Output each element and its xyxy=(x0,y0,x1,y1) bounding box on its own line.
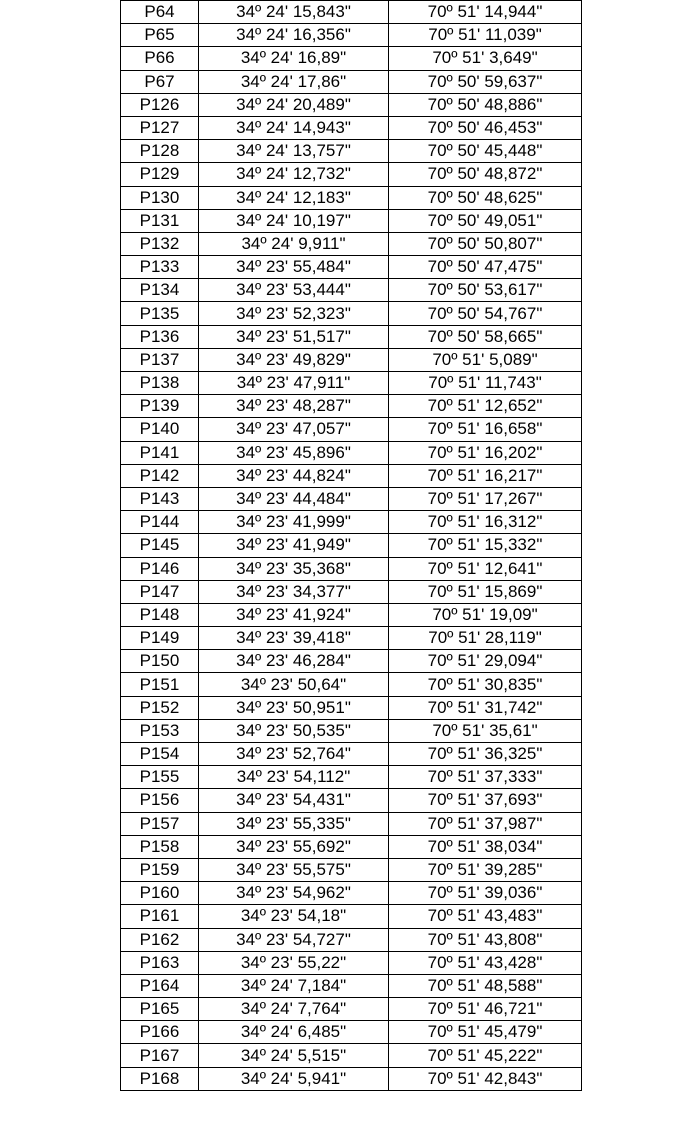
point-cell: P168 xyxy=(121,1067,199,1090)
longitude-cell: 70º 50' 58,665" xyxy=(389,325,582,348)
longitude-cell: 70º 50' 50,807" xyxy=(389,232,582,255)
longitude-cell: 70º 51' 11,039" xyxy=(389,24,582,47)
latitude-cell: 34º 23' 51,517" xyxy=(199,325,389,348)
table-row xyxy=(121,905,582,928)
point-cell: P154 xyxy=(121,743,199,766)
latitude-cell: 34º 24' 9,911" xyxy=(199,232,389,255)
point-cell: P161 xyxy=(121,905,199,928)
point-cell: P142 xyxy=(121,464,199,487)
latitude-cell: 34º 23' 47,057" xyxy=(199,418,389,441)
table-row xyxy=(121,812,582,835)
table-row xyxy=(121,719,582,742)
table-row xyxy=(121,743,582,766)
latitude-cell: 34º 23' 54,112" xyxy=(199,766,389,789)
longitude-cell: 70º 51' 31,742" xyxy=(389,696,582,719)
latitude-cell: 34º 23' 46,284" xyxy=(199,650,389,673)
latitude-cell: 34º 23' 55,692" xyxy=(199,835,389,858)
point-cell: P65 xyxy=(121,24,199,47)
point-cell: P148 xyxy=(121,603,199,626)
point-cell: P138 xyxy=(121,372,199,395)
point-cell: P128 xyxy=(121,140,199,163)
point-cell: P151 xyxy=(121,673,199,696)
latitude-cell: 34º 23' 47,911" xyxy=(199,372,389,395)
point-cell: P146 xyxy=(121,557,199,580)
table-row xyxy=(121,1,582,24)
table-row xyxy=(121,395,582,418)
longitude-cell: 70º 51' 43,428" xyxy=(389,951,582,974)
table-row xyxy=(121,487,582,510)
longitude-cell: 70º 51' 37,987" xyxy=(389,812,582,835)
longitude-cell: 70º 51' 38,034" xyxy=(389,835,582,858)
latitude-cell: 34º 23' 52,764" xyxy=(199,743,389,766)
table-row xyxy=(121,70,582,93)
point-cell: P130 xyxy=(121,186,199,209)
longitude-cell: 70º 50' 49,051" xyxy=(389,209,582,232)
latitude-cell: 34º 23' 52,323" xyxy=(199,302,389,325)
table-row xyxy=(121,186,582,209)
point-cell: P156 xyxy=(121,789,199,812)
point-cell: P152 xyxy=(121,696,199,719)
point-cell: P64 xyxy=(121,1,199,24)
table-row xyxy=(121,209,582,232)
point-cell: P66 xyxy=(121,47,199,70)
table-row xyxy=(121,418,582,441)
point-cell: P157 xyxy=(121,812,199,835)
table-row xyxy=(121,1021,582,1044)
table-row xyxy=(121,696,582,719)
table-row xyxy=(121,140,582,163)
point-cell: P131 xyxy=(121,209,199,232)
latitude-cell: 34º 23' 55,22" xyxy=(199,951,389,974)
point-cell: P141 xyxy=(121,441,199,464)
longitude-cell: 70º 51' 16,217" xyxy=(389,464,582,487)
longitude-cell: 70º 51' 16,658" xyxy=(389,418,582,441)
point-cell: P166 xyxy=(121,1021,199,1044)
point-cell: P167 xyxy=(121,1044,199,1067)
point-cell: P153 xyxy=(121,719,199,742)
latitude-cell: 34º 23' 54,431" xyxy=(199,789,389,812)
latitude-cell: 34º 24' 13,757" xyxy=(199,140,389,163)
latitude-cell: 34º 24' 7,184" xyxy=(199,974,389,997)
longitude-cell: 70º 51' 45,479" xyxy=(389,1021,582,1044)
table-row xyxy=(121,1044,582,1067)
latitude-cell: 34º 23' 44,484" xyxy=(199,487,389,510)
table-row xyxy=(121,673,582,696)
latitude-cell: 34º 23' 44,824" xyxy=(199,464,389,487)
table-row xyxy=(121,163,582,186)
longitude-cell: 70º 51' 12,652" xyxy=(389,395,582,418)
table-row xyxy=(121,835,582,858)
point-cell: P140 xyxy=(121,418,199,441)
point-cell: P150 xyxy=(121,650,199,673)
point-cell: P162 xyxy=(121,928,199,951)
table-row xyxy=(121,279,582,302)
point-cell: P67 xyxy=(121,70,199,93)
table-row xyxy=(121,24,582,47)
latitude-cell: 34º 24' 16,356" xyxy=(199,24,389,47)
coordinates-table-body xyxy=(121,1,582,1091)
longitude-cell: 70º 51' 37,333" xyxy=(389,766,582,789)
point-cell: P139 xyxy=(121,395,199,418)
longitude-cell: 70º 50' 46,453" xyxy=(389,116,582,139)
longitude-cell: 70º 51' 39,285" xyxy=(389,858,582,881)
latitude-cell: 34º 23' 54,962" xyxy=(199,882,389,905)
latitude-cell: 34º 24' 16,89" xyxy=(199,47,389,70)
table-row xyxy=(121,93,582,116)
longitude-cell: 70º 51' 5,089" xyxy=(389,348,582,371)
longitude-cell: 70º 50' 45,448" xyxy=(389,140,582,163)
longitude-cell: 70º 50' 53,617" xyxy=(389,279,582,302)
latitude-cell: 34º 24' 17,86" xyxy=(199,70,389,93)
table-row xyxy=(121,557,582,580)
table-row xyxy=(121,1067,582,1090)
table-row xyxy=(121,580,582,603)
longitude-cell: 70º 51' 19,09" xyxy=(389,603,582,626)
longitude-cell: 70º 51' 15,869" xyxy=(389,580,582,603)
latitude-cell: 34º 23' 41,949" xyxy=(199,534,389,557)
longitude-cell: 70º 51' 43,483" xyxy=(389,905,582,928)
point-cell: P143 xyxy=(121,487,199,510)
longitude-cell: 70º 51' 16,312" xyxy=(389,511,582,534)
latitude-cell: 34º 23' 50,64" xyxy=(199,673,389,696)
point-cell: P158 xyxy=(121,835,199,858)
table-row xyxy=(121,47,582,70)
point-cell: P136 xyxy=(121,325,199,348)
point-cell: P134 xyxy=(121,279,199,302)
longitude-cell: 70º 51' 35,61" xyxy=(389,719,582,742)
latitude-cell: 34º 24' 7,764" xyxy=(199,998,389,1021)
longitude-cell: 70º 51' 43,808" xyxy=(389,928,582,951)
longitude-cell: 70º 51' 3,649" xyxy=(389,47,582,70)
longitude-cell: 70º 50' 54,767" xyxy=(389,302,582,325)
point-cell: P126 xyxy=(121,93,199,116)
longitude-cell: 70º 50' 48,872" xyxy=(389,163,582,186)
longitude-cell: 70º 51' 42,843" xyxy=(389,1067,582,1090)
latitude-cell: 34º 24' 5,515" xyxy=(199,1044,389,1067)
latitude-cell: 34º 23' 53,444" xyxy=(199,279,389,302)
longitude-cell: 70º 51' 45,222" xyxy=(389,1044,582,1067)
point-cell: P135 xyxy=(121,302,199,325)
point-cell: P149 xyxy=(121,627,199,650)
latitude-cell: 34º 23' 41,999" xyxy=(199,511,389,534)
longitude-cell: 70º 50' 48,625" xyxy=(389,186,582,209)
point-cell: P145 xyxy=(121,534,199,557)
longitude-cell: 70º 51' 39,036" xyxy=(389,882,582,905)
latitude-cell: 34º 23' 54,727" xyxy=(199,928,389,951)
table-row xyxy=(121,627,582,650)
longitude-cell: 70º 51' 48,588" xyxy=(389,974,582,997)
point-cell: P132 xyxy=(121,232,199,255)
coordinates-table xyxy=(120,0,582,1091)
latitude-cell: 34º 23' 54,18" xyxy=(199,905,389,928)
longitude-cell: 70º 51' 12,641" xyxy=(389,557,582,580)
latitude-cell: 34º 24' 20,489" xyxy=(199,93,389,116)
latitude-cell: 34º 23' 45,896" xyxy=(199,441,389,464)
longitude-cell: 70º 51' 36,325" xyxy=(389,743,582,766)
longitude-cell: 70º 50' 47,475" xyxy=(389,256,582,279)
longitude-cell: 70º 50' 48,886" xyxy=(389,93,582,116)
latitude-cell: 34º 23' 50,535" xyxy=(199,719,389,742)
point-cell: P127 xyxy=(121,116,199,139)
latitude-cell: 34º 24' 12,183" xyxy=(199,186,389,209)
table-row xyxy=(121,766,582,789)
table-row xyxy=(121,348,582,371)
table-row xyxy=(121,441,582,464)
table-row xyxy=(121,951,582,974)
longitude-cell: 70º 51' 28,119" xyxy=(389,627,582,650)
table-row xyxy=(121,534,582,557)
table-row xyxy=(121,464,582,487)
point-cell: P160 xyxy=(121,882,199,905)
table-row xyxy=(121,882,582,905)
table-row xyxy=(121,998,582,1021)
latitude-cell: 34º 23' 39,418" xyxy=(199,627,389,650)
longitude-cell: 70º 51' 16,202" xyxy=(389,441,582,464)
table-row xyxy=(121,325,582,348)
latitude-cell: 34º 24' 10,197" xyxy=(199,209,389,232)
table-row xyxy=(121,372,582,395)
longitude-cell: 70º 51' 14,944" xyxy=(389,1,582,24)
latitude-cell: 34º 23' 55,575" xyxy=(199,858,389,881)
point-cell: P147 xyxy=(121,580,199,603)
table-row xyxy=(121,511,582,534)
longitude-cell: 70º 51' 29,094" xyxy=(389,650,582,673)
longitude-cell: 70º 51' 15,332" xyxy=(389,534,582,557)
table-row xyxy=(121,789,582,812)
latitude-cell: 34º 23' 48,287" xyxy=(199,395,389,418)
longitude-cell: 70º 51' 46,721" xyxy=(389,998,582,1021)
point-cell: P129 xyxy=(121,163,199,186)
point-cell: P159 xyxy=(121,858,199,881)
table-row xyxy=(121,974,582,997)
longitude-cell: 70º 51' 30,835" xyxy=(389,673,582,696)
latitude-cell: 34º 23' 49,829" xyxy=(199,348,389,371)
latitude-cell: 34º 23' 50,951" xyxy=(199,696,389,719)
table-row xyxy=(121,858,582,881)
latitude-cell: 34º 23' 41,924" xyxy=(199,603,389,626)
point-cell: P137 xyxy=(121,348,199,371)
latitude-cell: 34º 24' 14,943" xyxy=(199,116,389,139)
latitude-cell: 34º 24' 12,732" xyxy=(199,163,389,186)
point-cell: P165 xyxy=(121,998,199,1021)
table-row xyxy=(121,650,582,673)
longitude-cell: 70º 51' 11,743" xyxy=(389,372,582,395)
latitude-cell: 34º 23' 35,368" xyxy=(199,557,389,580)
table-row xyxy=(121,603,582,626)
latitude-cell: 34º 24' 5,941" xyxy=(199,1067,389,1090)
point-cell: P144 xyxy=(121,511,199,534)
latitude-cell: 34º 24' 6,485" xyxy=(199,1021,389,1044)
latitude-cell: 34º 23' 34,377" xyxy=(199,580,389,603)
point-cell: P163 xyxy=(121,951,199,974)
latitude-cell: 34º 24' 15,843" xyxy=(199,1,389,24)
longitude-cell: 70º 51' 37,693" xyxy=(389,789,582,812)
point-cell: P155 xyxy=(121,766,199,789)
table-row xyxy=(121,256,582,279)
table-row xyxy=(121,302,582,325)
point-cell: P133 xyxy=(121,256,199,279)
point-cell: P164 xyxy=(121,974,199,997)
table-row xyxy=(121,928,582,951)
longitude-cell: 70º 51' 17,267" xyxy=(389,487,582,510)
latitude-cell: 34º 23' 55,484" xyxy=(199,256,389,279)
table-row xyxy=(121,232,582,255)
longitude-cell: 70º 50' 59,637" xyxy=(389,70,582,93)
table-row xyxy=(121,116,582,139)
latitude-cell: 34º 23' 55,335" xyxy=(199,812,389,835)
